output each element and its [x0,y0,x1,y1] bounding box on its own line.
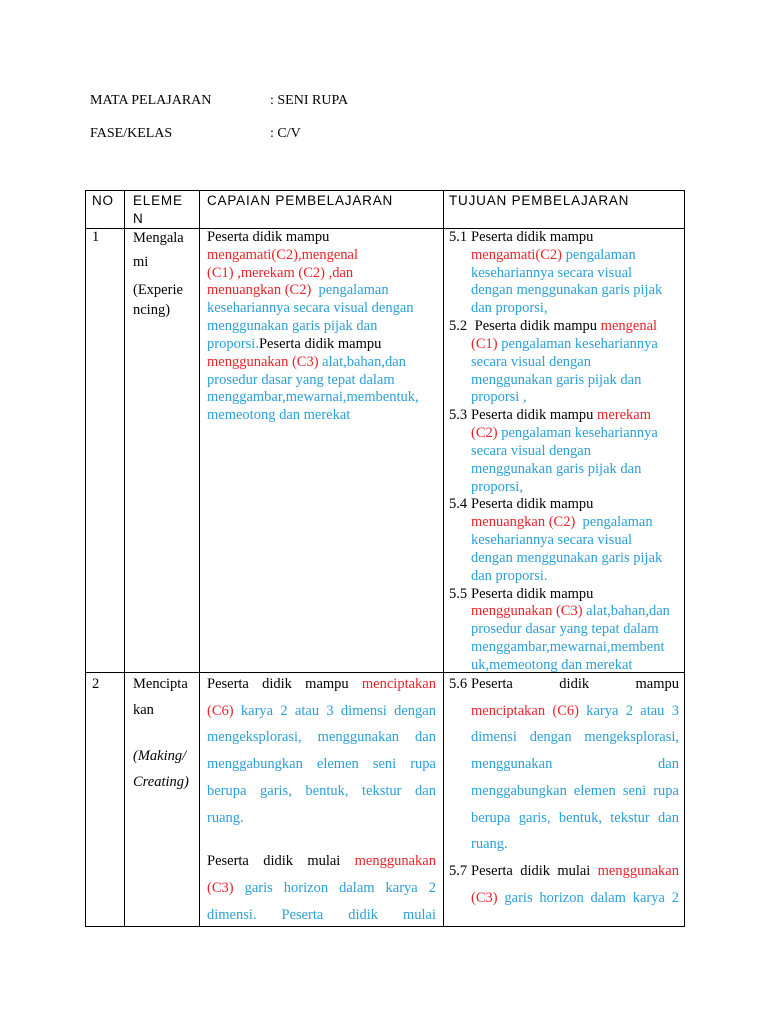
text-line: (Experie [133,282,183,298]
text-segment: pengalaman kesehariannya [497,335,658,352]
text-segment: kesehariannya secara visual dengan [207,300,414,317]
text-segment: pengalaman kesehariannya [497,425,658,442]
objective-item [449,673,679,858]
text-line [207,805,436,832]
text-line [207,372,436,390]
phase-class-value: : C/V [270,126,301,141]
subject-value: : SENI RUPA [270,93,349,108]
text-segment: kesehariannya secara visual [471,264,633,281]
text-segment: pengalaman [575,514,653,531]
objective-number: 5.7 [449,862,468,879]
text-line: ncing) [133,302,171,318]
text-line [471,751,679,778]
text-segment: dengan menggunakan garis pijak [471,282,663,299]
text-line [471,318,679,336]
text-segment: ruang. [471,836,508,853]
text-segment: menggunakan [354,853,436,870]
text-line [471,778,679,805]
elemen-paragraph [133,229,199,274]
text-line [471,265,679,283]
text-line [207,902,436,927]
text-line [471,372,679,390]
objective-number: 5.1 [449,229,468,245]
text-line [207,318,436,336]
text-segment: mengeksplorasi, menggunakan dan [207,729,436,746]
text-segment: ruang. [207,809,244,826]
objective-number: 5.3 [449,407,468,424]
text-line: mi [133,254,149,270]
text-segment: Peserta didik mampu [207,676,362,692]
text-line [471,621,679,639]
text-segment: menggabungkan elemen seni rupa [207,756,436,773]
text-line [471,586,679,604]
capaian-paragraph [207,229,436,425]
objective-item [449,229,679,318]
text-line [471,354,679,372]
text-line [471,532,679,550]
text-segment: kesehariannya secara visual [471,532,633,549]
text-segment: (C3) [471,889,498,906]
column-header-elemen [125,191,200,229]
column-header-text: TUJUAN PEMBELAJARAN [449,193,630,208]
text-segment: alat,bahan,dan [318,353,406,370]
text-segment: alat,bahan,dan [582,603,670,620]
text-line [471,805,679,832]
text-segment: berupa garis, bentuk, tekstur dan [207,782,436,799]
text-segment: garis horizon dalam karya 2 [497,889,679,906]
text-segment: Peserta didik mampu [471,496,594,513]
text-segment: secara visual dengan [471,353,591,370]
text-segment: karya 2 atau 3 dimensi dengan [233,702,436,719]
capaian-paragraph [207,673,436,831]
column-header-no [86,191,125,229]
elemen-cell [125,229,200,673]
text-segment: berupa garis, bentuk, tekstur dan [471,809,679,826]
text-line [207,336,436,354]
tujuan-cell [444,673,685,927]
column-header-tujuan [444,191,685,229]
text-segment: pengalaman [562,246,636,263]
text-line [471,479,679,497]
column-header-text: CAPAIAN PEMBELAJARAN [207,193,394,208]
capaian-cell [200,673,444,927]
text-segment: dimensi dengan mengeksplorasi, [471,729,679,746]
text-line [207,265,436,283]
text-segment: menggunakan (C3) [471,603,583,620]
row-number: 1 [92,229,100,245]
text-segment: menuangkan (C2) [471,514,576,531]
text-line [207,282,436,300]
text-line [471,300,679,318]
text-segment: menciptakan [361,676,436,692]
text-line [207,848,436,875]
text-line [471,698,679,725]
text-segment: proporsi. [207,335,259,352]
text-segment: Peserta didik mampu [471,676,679,692]
tujuan-cell [444,229,685,673]
text-line [471,425,679,443]
text-line [207,724,436,751]
text-line [207,407,436,425]
text-line [471,724,679,751]
text-segment: menggunakan garis pijak dan [471,460,642,477]
text-segment: (C1) [471,335,498,352]
text-segment: menggunakan (C3) [207,353,319,370]
capaian-cell [200,229,444,673]
text-line [207,778,436,805]
lesson-table [85,190,685,927]
phase-class-label: FASE/KELAS [90,126,173,141]
text-segment: menggunakan dan [471,756,679,773]
text-line [207,247,436,265]
text-segment: Peserta didik mulai [471,862,598,879]
text-line [471,496,679,514]
text-line [471,568,679,586]
text-segment: menggambar,mewarnai,membentuk, [207,389,419,406]
text-segment: uk,memeotong dan merekat [471,656,633,673]
text-segment: menggabungkan elemen seni rupa [471,782,679,799]
objective-number: 5.4 [449,496,468,513]
text-line: Creating) [133,774,189,790]
text-line [471,514,679,532]
text-segment: menuangkan (C2) [207,282,312,299]
text-segment: proporsi, [471,478,523,495]
text-segment: prosedur dasar yang tepat dalam [471,621,659,638]
column-header-text: ELEME [133,193,183,208]
objective-item [449,858,679,911]
objective-item [449,407,679,496]
text-segment: dan proporsi, [471,300,548,317]
text-segment: Peserta didik mulai [207,853,355,870]
text-segment: dimensi. Peserta didik mulai [207,906,436,923]
text-line [471,461,679,479]
text-line [207,673,436,698]
text-segment: mengenal [600,318,658,335]
text-line [471,673,679,698]
text-line [207,751,436,778]
text-segment: Peserta didik mampu [471,585,594,602]
text-line [207,229,436,247]
text-segment: menggunakan garis pijak dan [471,371,642,388]
text-segment: secara visual dengan [471,442,591,459]
objective-number: 5.5 [449,585,468,602]
text-segment: menggunakan garis pijak dan [207,318,378,335]
text-line [471,282,679,300]
text-segment: Peserta didik mampu [258,335,382,352]
text-segment: (C3) [207,879,234,896]
text-segment: garis horizon dalam karya 2 [233,879,436,896]
row-number: 2 [92,676,100,692]
text-segment: Peserta didik mampu [471,318,601,335]
text-line: Mengala [133,230,184,246]
text-segment: merekam [597,407,651,424]
text-line [471,657,679,673]
text-line [471,247,679,265]
no-cell [86,229,125,673]
text-segment: pengalaman [311,282,389,299]
text-segment: Peserta didik mampu [471,229,594,245]
text-line [471,336,679,354]
text-segment: karya 2 atau 3 [578,702,679,719]
text-line [471,407,679,425]
text-line [471,229,679,247]
text-segment: dengan menggunakan garis pijak [471,549,663,566]
text-segment: Peserta didik mampu [207,229,330,245]
text-segment: memeotong dan merekat [207,407,351,424]
text-segment: (C6) [207,702,234,719]
objective-number: 5.2 [449,318,468,335]
no-cell [86,673,125,927]
text-line: Mencipta [133,676,188,692]
text-line [471,603,679,621]
text-segment: menggunakan [597,862,679,879]
text-segment: mengamati(C2),mengenal [207,246,358,263]
text-segment: proporsi , [471,389,527,406]
column-header-text: NO [92,193,114,208]
elemen-paragraph [133,280,199,320]
objective-item [449,496,679,585]
column-header-text: N [133,211,144,226]
text-line [471,831,679,858]
subject-field [90,92,410,110]
text-segment: (C1) ,merekam (C2) ,dan [207,264,354,281]
capaian-paragraph [207,848,436,927]
text-line [207,389,436,407]
text-line [207,300,436,318]
text-segment: mengamati(C2) [471,246,563,263]
text-line [471,443,679,461]
elemen-cell [125,673,200,927]
elemen-paragraph [133,673,199,723]
objective-item [449,586,679,673]
phase-class-field [90,125,410,143]
column-header-capaian [200,191,444,229]
subject-label: MATA PELAJARAN [90,93,212,108]
text-line [471,389,679,407]
text-segment: menciptakan (C6) [471,702,579,719]
text-line: kan [133,702,154,718]
text-segment: (C2) [471,425,498,442]
objective-number: 5.6 [449,676,468,692]
text-line [471,858,679,885]
text-segment: dan proporsi. [471,567,548,584]
text-segment: menggambar,mewarnai,membent [471,639,665,656]
text-line [207,354,436,372]
text-segment: Peserta didik mampu [471,407,598,424]
text-line [471,550,679,568]
text-line [471,885,679,912]
text-line [207,698,436,725]
objective-item [449,318,679,407]
elemen-paragraph [133,743,199,795]
text-segment: prosedur dasar yang tepat dalam [207,371,395,388]
text-line: (Making/ [133,748,187,764]
text-line [471,639,679,657]
text-line [207,875,436,902]
